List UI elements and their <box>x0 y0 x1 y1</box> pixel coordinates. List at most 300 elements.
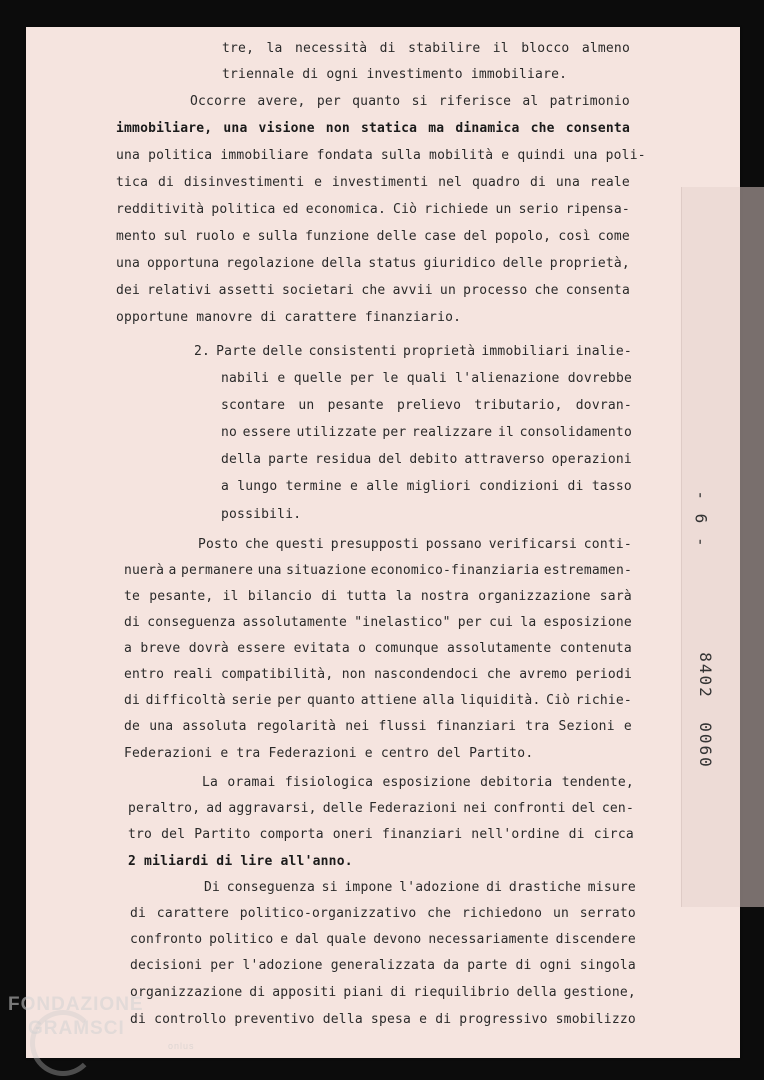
word: del <box>463 229 488 244</box>
word: cui <box>489 615 514 630</box>
word: proprietà <box>403 344 476 359</box>
word: una <box>555 175 580 190</box>
word: esposizione <box>543 615 632 630</box>
text-line: possibili. <box>221 507 302 522</box>
word: della <box>516 985 557 1000</box>
word: assoluta <box>182 719 247 734</box>
word: te <box>124 589 141 604</box>
archive-code-2: 0060 <box>695 722 715 769</box>
word: devono <box>373 932 422 947</box>
word: un <box>552 906 570 921</box>
word: opportuna <box>147 256 220 271</box>
word: di <box>379 41 396 56</box>
word: la <box>395 589 412 604</box>
text-line <box>130 958 636 974</box>
text-line <box>116 121 630 137</box>
word: delle <box>262 344 303 359</box>
word: per <box>316 94 341 109</box>
word: essere <box>242 425 291 440</box>
word: drastiche <box>508 880 582 895</box>
word: conseguenza <box>226 880 316 895</box>
word: e <box>419 1012 428 1027</box>
word: possano <box>425 537 482 552</box>
word: ripensa- <box>565 202 630 217</box>
word: nuerà <box>124 563 165 578</box>
word: no <box>221 425 238 440</box>
word: verificarsi <box>488 537 578 552</box>
word: al <box>522 94 539 109</box>
word: serio <box>518 202 559 217</box>
word: di <box>530 175 547 190</box>
word: alle <box>366 479 399 494</box>
word: del <box>571 801 596 816</box>
word: e <box>350 479 359 494</box>
word: per <box>382 425 407 440</box>
word: il <box>497 425 514 440</box>
word: sarà <box>599 589 632 604</box>
word: della <box>221 452 262 467</box>
word: delle <box>502 256 543 271</box>
word: di <box>130 906 147 921</box>
word: Di <box>204 880 221 895</box>
word: la <box>520 615 537 630</box>
word: statica <box>360 121 418 136</box>
word: alla <box>422 693 455 708</box>
word: case <box>424 229 457 244</box>
word: a <box>168 563 177 578</box>
word: l'alienazione <box>455 371 560 386</box>
word: conti- <box>583 537 632 552</box>
word: sul <box>163 229 188 244</box>
word: fisiologica <box>284 775 374 790</box>
word: assolutamente <box>242 615 348 630</box>
word: realizzare <box>412 425 493 440</box>
word: migliori <box>406 479 471 494</box>
word: di <box>567 479 584 494</box>
word: "inelastico" <box>354 615 451 630</box>
word: di <box>321 589 338 604</box>
word: Ciò <box>546 693 571 708</box>
word: consenta <box>565 121 630 136</box>
word: di <box>124 693 141 708</box>
word: di <box>568 827 585 842</box>
word: che <box>244 537 269 552</box>
text-line <box>116 229 630 245</box>
word: progressivo <box>459 1012 548 1027</box>
word: popolo, <box>494 229 552 244</box>
word: investimenti <box>331 175 429 190</box>
word: di <box>124 615 141 630</box>
word: richiedono <box>461 906 543 921</box>
word: condizioni <box>479 479 560 494</box>
word: Occorre <box>190 94 247 109</box>
word: gestione, <box>563 985 636 1000</box>
word: relativi <box>147 283 212 298</box>
word: visione <box>258 121 315 136</box>
word: proprietà, <box>549 256 630 271</box>
word: periodi <box>575 667 632 682</box>
word: quelle <box>293 371 342 386</box>
word: carattere <box>156 906 230 921</box>
word: singola <box>579 958 636 973</box>
word: controllo <box>154 1012 227 1027</box>
page-number: - 6 - <box>691 490 711 549</box>
word: entro <box>124 667 165 682</box>
word: della <box>321 256 362 271</box>
word: consolidamento <box>519 425 632 440</box>
word: per <box>457 615 482 630</box>
word: dinamica <box>455 121 520 136</box>
word: non <box>325 121 350 136</box>
word: inalie- <box>575 344 632 359</box>
word: economica. <box>305 202 386 217</box>
word: mento <box>116 229 157 244</box>
word: che <box>530 121 555 136</box>
word: tica <box>116 175 149 190</box>
word: 2. <box>194 344 211 359</box>
text-line <box>130 985 636 1001</box>
text-line <box>130 1012 636 1028</box>
text-line <box>128 827 634 843</box>
word: confronto <box>130 932 203 947</box>
word: una <box>149 719 174 734</box>
word: politico <box>209 932 274 947</box>
word: che <box>361 283 386 298</box>
word: breve <box>140 641 181 656</box>
word: difficoltà <box>145 693 226 708</box>
word: necessariamente <box>428 932 549 947</box>
word: reali <box>172 667 213 682</box>
word: e <box>314 175 323 190</box>
word: spesa <box>370 1012 412 1027</box>
text-line <box>124 667 632 683</box>
text-line <box>221 452 632 468</box>
word: consenta <box>565 283 630 298</box>
word: politica <box>211 202 276 217</box>
word: di <box>130 1012 147 1027</box>
word: patrimonio <box>549 94 630 109</box>
word: e <box>280 932 289 947</box>
word: oneri <box>332 827 373 842</box>
word: quali <box>406 371 447 386</box>
word: un <box>439 283 456 298</box>
text-line <box>198 537 632 553</box>
word: ogni <box>539 958 572 973</box>
word: riequilibrio <box>413 985 510 1000</box>
text-line <box>130 932 636 948</box>
word: decisioni <box>130 958 203 973</box>
word: contenuta <box>559 641 632 656</box>
word: ma <box>428 121 445 136</box>
word: piani <box>343 985 384 1000</box>
word: o <box>358 641 367 656</box>
word: di <box>390 985 407 1000</box>
word: conseguenza <box>147 615 236 630</box>
word: organizzazione <box>478 589 591 604</box>
word: dovrebbe <box>567 371 632 386</box>
word: comporta <box>259 827 324 842</box>
text-line <box>130 906 636 922</box>
word: disinvestimenti <box>183 175 305 190</box>
word: liquidità. <box>460 693 541 708</box>
word: quale <box>326 932 367 947</box>
word: si <box>321 880 338 895</box>
text-line <box>128 801 634 817</box>
word: pesante <box>327 398 384 413</box>
word: stabilire <box>408 41 481 56</box>
word: ed <box>282 202 299 217</box>
word: presupposti <box>330 537 419 552</box>
text-line: 2 miliardi di lire all'anno. <box>128 854 353 869</box>
word: smobilizzo <box>555 1012 636 1027</box>
word: Ciò <box>393 202 418 217</box>
word: comunque <box>374 641 439 656</box>
word: a <box>124 641 133 656</box>
word: situazione <box>286 563 367 578</box>
word: operazioni <box>551 452 632 467</box>
text-line <box>124 719 632 735</box>
word: redditività <box>116 202 205 217</box>
word: quanto <box>352 94 401 109</box>
word: tro <box>128 827 153 842</box>
text-line <box>221 398 632 414</box>
word: finanziari <box>435 719 517 734</box>
word: utilizzate <box>296 425 377 440</box>
watermark-line-1: FONDAZIONE <box>8 994 144 1015</box>
word: della <box>322 1012 363 1027</box>
word: residua <box>315 452 372 467</box>
text-line <box>204 880 636 896</box>
word: come <box>597 229 630 244</box>
word: un <box>298 398 315 413</box>
word: economico-finanziaria <box>370 563 540 578</box>
word: almeno <box>581 41 630 56</box>
word: quanto <box>306 693 356 708</box>
text-line: Federazioni e tra Federazioni e centro del Partito. <box>124 746 534 761</box>
word: funzione <box>305 229 370 244</box>
watermark-line-3: onlus <box>168 1041 195 1051</box>
word: così <box>558 229 591 244</box>
word: Partito <box>194 827 251 842</box>
word: richie- <box>575 693 632 708</box>
word: peraltro, <box>128 801 201 816</box>
word: l'adozione <box>242 958 323 973</box>
word: Sezioni <box>558 719 615 734</box>
word: non <box>341 667 366 682</box>
word: parte <box>467 958 508 973</box>
text-line: opportune manovre di carattere finanziario. <box>116 310 462 325</box>
word: dal <box>295 932 320 947</box>
word: cen- <box>601 801 634 816</box>
word: la <box>266 41 283 56</box>
word: da <box>443 958 460 973</box>
word: attraverso <box>464 452 545 467</box>
word: dovrà <box>188 641 229 656</box>
archive-code-1: 8402 <box>695 652 715 699</box>
word: flussi <box>378 719 427 734</box>
word: per <box>277 693 302 708</box>
word: regolarità <box>255 719 337 734</box>
word: nei <box>463 801 488 816</box>
word: nascondendoci <box>374 667 479 682</box>
word: tra <box>525 719 550 734</box>
word: evitata <box>293 641 350 656</box>
word: blocco <box>521 41 570 56</box>
word: delle <box>376 229 417 244</box>
text-line <box>222 41 630 57</box>
word: La <box>202 775 219 790</box>
word: immobiliare, <box>116 121 213 136</box>
word: assetti <box>218 283 275 298</box>
word: il <box>492 41 509 56</box>
text-line <box>124 693 632 709</box>
word: che <box>534 283 559 298</box>
text-line <box>202 775 634 791</box>
word: confronti <box>493 801 566 816</box>
word: societari <box>281 283 355 298</box>
word: estremamen- <box>543 563 632 578</box>
word: e <box>623 719 632 734</box>
word: di <box>435 1012 452 1027</box>
word: una <box>257 563 282 578</box>
word: essere <box>237 641 286 656</box>
word: tendente, <box>561 775 634 790</box>
word: quadro <box>472 175 521 190</box>
word: una <box>116 256 141 271</box>
word: Posto <box>198 537 239 552</box>
word: aggravarsi, <box>228 801 317 816</box>
word: tutta <box>346 589 387 604</box>
word: sulla <box>257 229 298 244</box>
word: nell'ordine <box>471 827 560 842</box>
word: nabili <box>221 371 270 386</box>
word: di <box>486 880 503 895</box>
word: lungo <box>237 479 278 494</box>
word: giuridico <box>423 256 496 271</box>
text-line <box>116 175 630 191</box>
text-line <box>124 589 632 605</box>
word: finanziari <box>381 827 463 842</box>
word: tre, <box>222 41 255 56</box>
word: tasso <box>591 479 632 494</box>
word: misure <box>587 880 636 895</box>
word: che <box>486 667 511 682</box>
word: delle <box>322 801 363 816</box>
word: per <box>210 958 235 973</box>
text-line <box>116 256 630 272</box>
watermark-line-2: GRAMSCI <box>28 1018 125 1039</box>
word: richiede <box>424 202 489 217</box>
word: Federazioni <box>368 801 458 816</box>
word: preventivo <box>234 1012 315 1027</box>
word: avere, <box>257 94 306 109</box>
word: e <box>277 371 286 386</box>
word: bilancio <box>247 589 313 604</box>
word: e <box>242 229 251 244</box>
word: necessità <box>294 41 368 56</box>
word: di <box>515 958 532 973</box>
word: di <box>157 175 174 190</box>
text-line <box>116 202 630 218</box>
text-line <box>221 425 632 441</box>
word: Parte <box>216 344 257 359</box>
word: le <box>382 371 399 386</box>
word: nel <box>438 175 463 190</box>
text-line: una politica immobiliare fondata sulla mobilità e quindi una poli- <box>116 148 646 163</box>
word: appositi <box>272 985 337 1000</box>
text-line <box>190 94 630 110</box>
word: oramai <box>227 775 276 790</box>
text-line <box>124 615 632 631</box>
word: dei <box>116 283 141 298</box>
word: una <box>223 121 248 136</box>
word: termine <box>285 479 342 494</box>
word: regolazione <box>226 256 315 271</box>
word: riferisce <box>438 94 512 109</box>
word: che <box>427 906 452 921</box>
word: consistenti <box>308 344 397 359</box>
word: compatibilità, <box>220 667 334 682</box>
word: avvii <box>392 283 433 298</box>
word: debitoria <box>480 775 553 790</box>
text-line <box>116 283 630 299</box>
word: esposizione <box>382 775 471 790</box>
word: tributario, <box>474 398 563 413</box>
word: processo <box>463 283 528 298</box>
text-line <box>194 344 632 360</box>
word: a <box>221 479 230 494</box>
word: di <box>249 985 266 1000</box>
text-line <box>221 371 632 387</box>
word: status <box>368 256 417 271</box>
word: parte <box>268 452 309 467</box>
word: discendere <box>555 932 636 947</box>
word: questi <box>275 537 324 552</box>
text-line <box>221 479 632 495</box>
word: de <box>124 719 141 734</box>
word: avremo <box>519 667 568 682</box>
word: un <box>495 202 512 217</box>
word: circa <box>593 827 634 842</box>
word: del <box>161 827 186 842</box>
word: politico-organizzativo <box>239 906 417 921</box>
text-line <box>124 563 632 579</box>
word: permanere <box>180 563 254 578</box>
word: reale <box>589 175 630 190</box>
word: serie <box>231 693 272 708</box>
word: il <box>222 589 239 604</box>
text-line <box>124 641 632 657</box>
word: debito <box>409 452 458 467</box>
word: ad <box>206 801 223 816</box>
word: si <box>411 94 428 109</box>
word: scontare <box>221 398 286 413</box>
word: dovran- <box>575 398 632 413</box>
word: l'adozione <box>399 880 480 895</box>
word: serrato <box>579 906 636 921</box>
word: generalizzata <box>330 958 436 973</box>
word: immobiliari <box>481 344 570 359</box>
word: prelievo <box>396 398 462 413</box>
word: organizzazione <box>130 985 243 1000</box>
word: assolutamente <box>447 641 552 656</box>
text-line: triennale di ogni investimento immobiliare. <box>222 67 568 82</box>
word: impone <box>344 880 393 895</box>
word: nei <box>345 719 370 734</box>
word: ruolo <box>194 229 235 244</box>
word: nostra <box>420 589 470 604</box>
word: attiene <box>360 693 417 708</box>
